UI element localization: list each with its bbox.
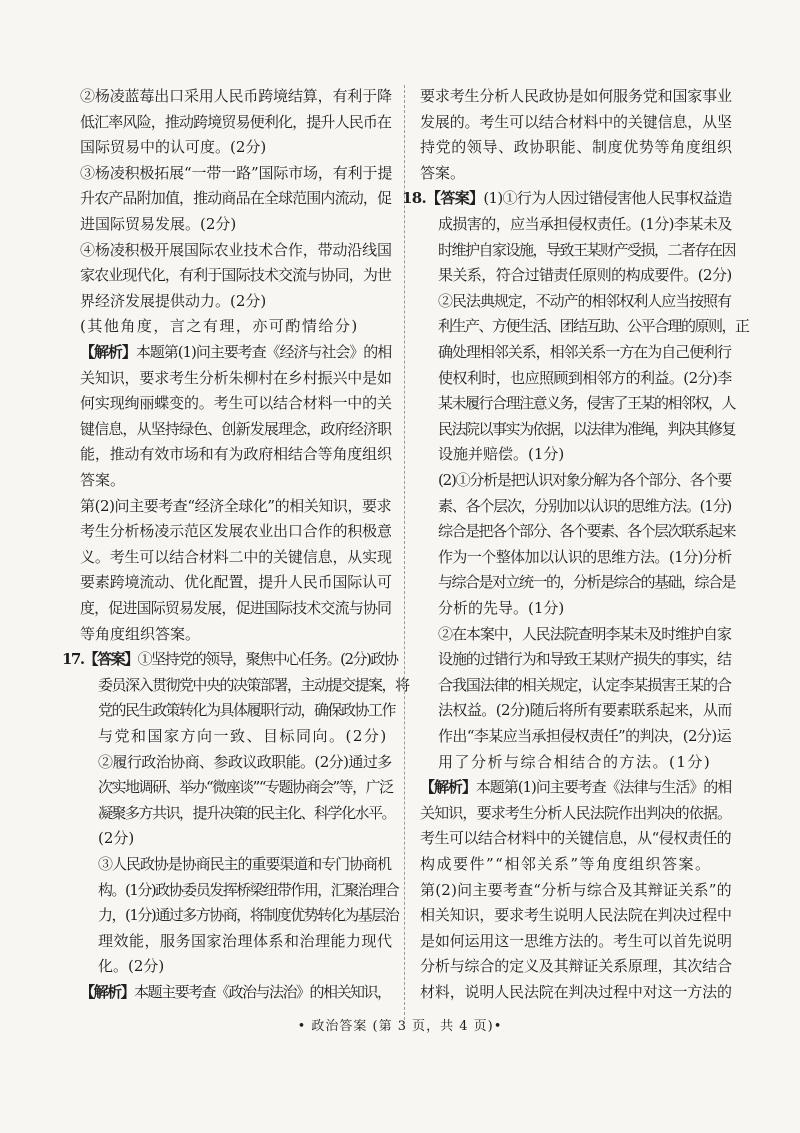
text-line <box>80 85 392 107</box>
line-text: 本题主要考查《政治与法治》的相关知识， <box>134 983 391 1001</box>
text-line <box>98 827 134 849</box>
line-text: 利生产、方便生活、团结互助、公平合理的原则，正 <box>438 317 749 336</box>
text-line <box>438 571 735 593</box>
line-text: 确处理相邻关系，相邻关系一方在为自己便利行 <box>438 343 731 361</box>
line-text: ④杨凌积极开展国际农业技术合作，带动沿线国 <box>80 240 392 259</box>
text-line <box>420 776 731 798</box>
line-text: 第(2)问主要考查“分析与综合及其辩证关系”的 <box>420 880 732 899</box>
text-line <box>438 239 735 261</box>
text-line <box>80 981 391 1003</box>
line-text: 考生可以结合材料中的关键信息，从“侵权责任的 <box>420 829 732 848</box>
bold-label: 17.【答案】 <box>62 650 138 669</box>
text-line <box>438 418 735 440</box>
text-line <box>420 981 732 1003</box>
line-text: 本题第(1)问主要考查《法律与生活》的相 <box>475 778 732 797</box>
text-line <box>98 930 393 952</box>
line-text: (1)①行为人因过错侵害他人民事权益造 <box>483 189 732 208</box>
text-line <box>438 315 749 337</box>
text-line <box>98 955 164 977</box>
text-line <box>438 443 564 465</box>
line-text: 构成要件”“相邻关系”等角度组织答案。 <box>420 855 712 873</box>
bold-label: 【解析】 <box>80 343 136 361</box>
line-text: 使权利时，也应照顾到相邻方的利益。(2分)李 <box>438 368 732 387</box>
text-line <box>438 469 731 491</box>
text-line <box>80 443 392 465</box>
text-line <box>98 751 392 773</box>
text-line <box>80 111 391 133</box>
line-text: 本题第(1)问主要考查《经济与社会》的相 <box>135 343 392 361</box>
line-text: ①坚持党的领导，聚焦中心任务。(2分)政协 <box>137 650 398 669</box>
line-text: 键信息，从坚持绿色、创新发展理念，政府经济职 <box>80 419 392 438</box>
line-text: 升农产品附加值，推动商品在全球范围内流动，促 <box>80 189 392 208</box>
text-line <box>80 162 392 184</box>
text-line <box>80 213 236 235</box>
text-line <box>420 904 732 926</box>
line-text: 分析与综合的定义及其辩证关系原理，其次结合 <box>420 957 732 976</box>
text-line <box>80 264 391 286</box>
text-line <box>438 597 564 619</box>
text-line <box>98 904 398 926</box>
line-text: ②履行政治协商、参政议政职能。(2分)通过多 <box>98 752 392 771</box>
line-text: 度，促进国际贸易发展，促进国际技术交流与协同 <box>80 599 392 617</box>
line-text: 设施并赔偿。(1分) <box>438 445 565 464</box>
text-line <box>80 315 359 337</box>
line-text: 答案。 <box>80 471 126 489</box>
text-line <box>438 213 732 235</box>
line-text: 关知识，要求考生分析人民法院作出判决的依据。 <box>420 803 732 822</box>
line-text: 理效能，服务国家治理体系和治理能力现代 <box>98 931 393 950</box>
text-line <box>420 879 732 901</box>
text-line <box>98 853 391 875</box>
text-line <box>80 239 392 261</box>
line-text: 设施的过错行为和导致王某财产损失的事实，结 <box>438 650 731 669</box>
line-text: 合我国法律的相关规定，认定李某损害王某的合 <box>438 675 731 694</box>
text-line <box>98 725 388 747</box>
text-line <box>438 725 731 747</box>
line-text: 与党和国家方向一致、目标同向。(2分) <box>98 727 388 745</box>
text-line <box>80 187 391 209</box>
line-text: 用了分析与综合相结合的方法。(1分) <box>438 752 712 771</box>
line-text: 界经济发展提供动力。(2分) <box>80 291 267 310</box>
line-text: 要素跨境流动、优化配置，提升人民币国际认可 <box>80 573 392 592</box>
line-text: 党的民生政策转化为具体履职行动，确保政协工作 <box>98 701 396 720</box>
line-text: 作为一个整体加以认识的思维方法。(1分)分析 <box>438 547 732 566</box>
line-text: 某未履行合理注意义务，侵害了王某的相邻权，人 <box>438 394 736 413</box>
text-line <box>62 648 397 670</box>
text-line <box>438 392 735 414</box>
line-text: ③杨凌积极拓展“一带一路”国际市场，有利于提 <box>80 163 393 182</box>
text-line <box>80 520 392 542</box>
line-text: 时维护自家设施，导致王某财产受损，二者存在因 <box>438 240 736 259</box>
text-line <box>438 623 731 645</box>
line-text: ③人民政协是协商民主的重要渠道和专门协商机 <box>98 855 391 873</box>
text-line <box>438 367 732 389</box>
line-text: 果关系，符合过错责任原则的构成要件。(2分) <box>438 266 732 285</box>
text-line <box>420 955 732 977</box>
text-line <box>80 418 391 440</box>
bold-label: 【解析】 <box>420 778 476 797</box>
text-line <box>98 674 409 696</box>
line-text: 家农业现代化，有利于国际技术交流与协同，为世 <box>80 266 392 285</box>
line-text: 力，(1分)通过多方协商，将制度优势转化为基层治 <box>98 906 399 925</box>
line-text: 相关知识，要求考生说明人民法院在判决过程中 <box>420 906 732 925</box>
line-text: 综合是把各个部分、各个要素、各个层次联系起来 <box>438 522 736 541</box>
text-line <box>80 341 391 363</box>
text-line <box>420 111 732 133</box>
text-line <box>420 85 732 107</box>
line-text: 第(2)问主要考查“经济全球化”的相关知识，要求 <box>80 496 392 515</box>
text-line <box>438 648 731 670</box>
line-text: 作出“李某应当承担侵权责任”的判决，(2分)运 <box>438 727 731 745</box>
text-line <box>420 827 731 849</box>
text-line <box>438 341 731 363</box>
text-line <box>80 136 266 158</box>
column-divider <box>404 85 405 1020</box>
text-line <box>438 699 732 721</box>
text-line <box>80 495 391 517</box>
line-text: 成损害的，应当承担侵权责任。(1分)李某未及 <box>438 215 732 233</box>
line-text: 进国际贸易发展。(2分) <box>80 215 237 233</box>
line-text: ②杨凌蓝莓出口采用人民币跨境结算，有利于降 <box>80 87 392 105</box>
text-line <box>438 290 731 312</box>
line-text: (其他角度，言之有理，亦可酌情给分) <box>80 317 359 336</box>
line-text: 义。考生可以结合材料二中的关键信息，从实现 <box>80 547 392 566</box>
line-text: ②民法典规定，不动产的相邻权利人应当按照有 <box>438 291 731 310</box>
line-text: 持党的领导、政协职能、制度优势等角度组织 <box>420 138 733 157</box>
line-text: 委员深入贯彻党中央的决策部署，主动提交提案，将 <box>98 675 409 694</box>
text-line <box>420 162 465 184</box>
text-line <box>98 879 398 901</box>
text-line <box>420 136 733 158</box>
line-text: 法权益。(2分)随后将所有要素联系起来，从而 <box>438 701 732 720</box>
line-text: 构。(1分)政协委员发挥桥梁纽带作用，汇聚治理合 <box>98 880 399 899</box>
line-text: 分析的先导。(1分) <box>438 599 565 617</box>
text-line <box>80 571 392 593</box>
text-line <box>438 264 732 286</box>
line-text: (2)①分析是把认识对象分解为各个部分、各个要 <box>438 471 732 489</box>
text-line <box>420 930 732 952</box>
text-line <box>420 853 712 875</box>
text-line <box>438 546 732 568</box>
text-line <box>80 469 125 491</box>
text-line <box>80 290 266 312</box>
text-line <box>98 776 393 798</box>
line-text: 化。(2分) <box>98 957 165 976</box>
line-text: 何实现绚丽蝶变的。考生可以结合材料一中的关 <box>80 394 392 413</box>
line-text: 等角度组织答案。 <box>80 624 201 643</box>
line-text: 发展的。考生可以结合材料中的关键信息，从坚 <box>420 112 732 131</box>
line-text: 答案。 <box>420 163 466 182</box>
line-text: 民法院以事实为依据，以法律为准绳，判决其修复 <box>438 419 736 438</box>
text-line <box>80 367 392 389</box>
line-text: 是如何运用这一思维方法的。考生可以首先说明 <box>420 931 732 950</box>
text-line <box>438 674 731 696</box>
line-text: 低汇率风险，推动跨境贸易便利化，提升人民币在 <box>80 112 392 131</box>
text-line <box>420 802 731 824</box>
line-text: 关知识，要求考生分析朱柳村在乡村振兴中是如 <box>80 368 392 387</box>
line-text: 材料，说明人民法院在判决过程中对这一方法的 <box>420 983 732 1001</box>
line-text: 凝聚多方共识，提升决策的民主化、科学化水平。 <box>98 803 396 822</box>
text-line <box>80 597 391 619</box>
text-line <box>438 520 735 542</box>
line-text: ②在本案中，人民法院查明李某未及时维护自家 <box>438 624 731 643</box>
bold-label: 【解析】 <box>80 983 135 1001</box>
line-text: 国际贸易中的认可度。(2分) <box>80 138 267 157</box>
line-text: 次实地调研、举办“微座谈”“专题协商会”等，广泛 <box>98 778 393 797</box>
line-text: 与综合是对立统一的，分析是综合的基础，综合是 <box>438 573 736 592</box>
text-line <box>80 392 392 414</box>
text-line <box>98 802 395 824</box>
line-text: 考生分析杨凌示范区发展农业出口合作的积极意 <box>80 522 392 541</box>
line-text: 素、各个层次，分别加以认识的思维方法。(1分) <box>438 496 732 515</box>
line-text: 能，推动有效市场和有为政府相结合等角度组织 <box>80 445 392 464</box>
text-line <box>80 546 392 568</box>
page-footer: • 政治答案 (第 3 页，共 4 页)• <box>297 1019 503 1034</box>
text-line <box>438 495 731 517</box>
text-line <box>98 699 395 721</box>
line-text: (2分) <box>98 829 135 848</box>
text-line <box>402 187 732 209</box>
bold-label: 18.【答案】 <box>402 189 484 208</box>
text-line <box>438 751 711 773</box>
text-line <box>80 623 200 645</box>
line-text: 要求考生分析人民政协是如何服务党和国家事业 <box>420 87 732 105</box>
